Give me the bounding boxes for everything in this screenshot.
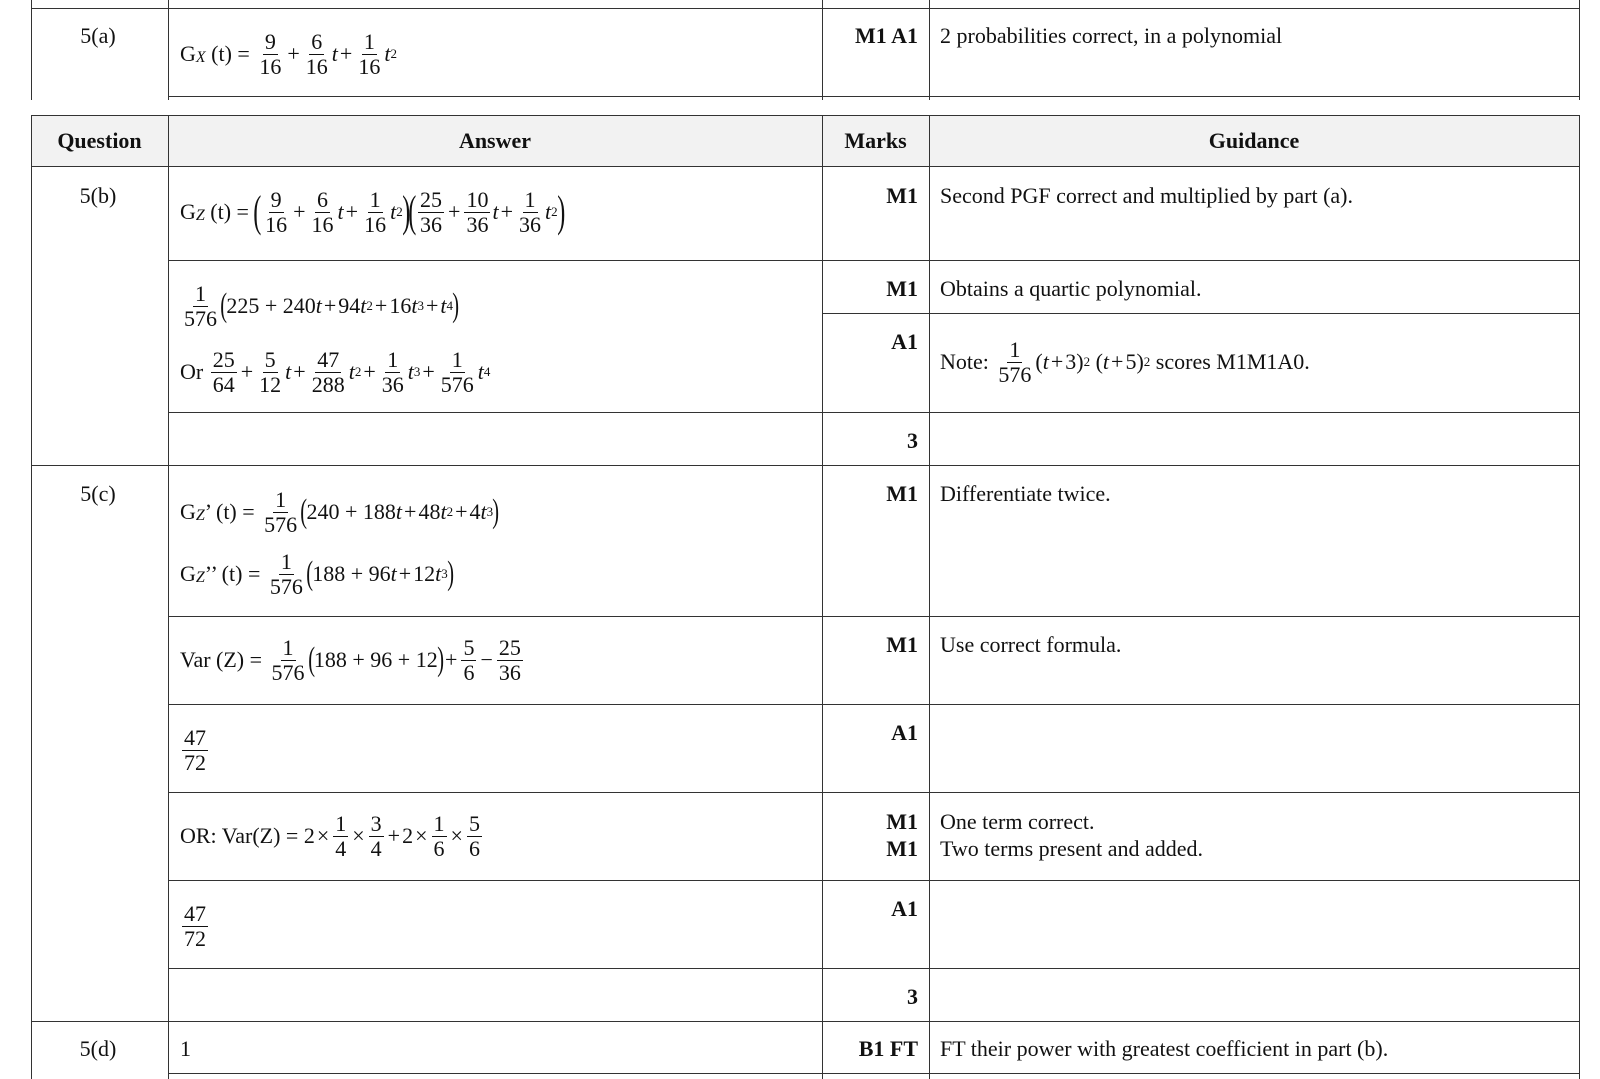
rule bbox=[929, 115, 930, 1079]
rule bbox=[31, 166, 1579, 167]
var-label: Var (Z) = bbox=[180, 647, 263, 672]
denominator: 576 bbox=[264, 511, 298, 537]
guidance-5c-4a: One term correct. bbox=[940, 809, 1095, 834]
gx-arg: (t) = bbox=[211, 41, 250, 66]
marks-5a: M1 A1 bbox=[855, 23, 918, 48]
marks-5c-4a: M1 bbox=[886, 809, 918, 834]
numerator: 1 bbox=[195, 280, 206, 306]
gz-arg: (t) = bbox=[210, 199, 249, 224]
fraction bbox=[182, 280, 219, 331]
note-tail: scores M1M1A0. bbox=[1155, 349, 1310, 374]
fraction bbox=[369, 810, 384, 861]
header-question: Question bbox=[57, 128, 142, 153]
denominator: 4 bbox=[370, 835, 382, 861]
gz-label: G bbox=[180, 561, 196, 586]
rule bbox=[1579, 115, 1580, 1079]
numerator: 47 bbox=[317, 346, 340, 372]
question-5b: 5(b) bbox=[79, 183, 117, 208]
rule bbox=[168, 880, 1579, 881]
denominator: 36 bbox=[381, 371, 404, 397]
fraction bbox=[439, 346, 476, 397]
guidance-5d: FT their power with greatest coefficient in part (b). bbox=[940, 1036, 1389, 1061]
or-var-label: OR: Var(Z) = bbox=[180, 823, 299, 848]
marks-5c-5: A1 bbox=[891, 896, 918, 921]
quartic-constant-terms: 225 + 240 bbox=[226, 293, 316, 318]
denominator: 576 bbox=[184, 305, 217, 331]
numerator: 6 bbox=[317, 186, 329, 212]
fraction bbox=[257, 346, 283, 397]
denominator: 6 bbox=[463, 659, 475, 685]
numerator: 1 bbox=[387, 346, 399, 372]
numerator: 1 bbox=[275, 486, 287, 512]
numerator: 25 bbox=[498, 634, 521, 660]
fraction bbox=[310, 186, 336, 237]
rule bbox=[31, 465, 1579, 466]
denominator: 16 bbox=[311, 211, 334, 237]
total-5b: 3 bbox=[907, 428, 918, 453]
numerator: 1 bbox=[280, 548, 292, 574]
denominator: 72 bbox=[184, 749, 206, 775]
numerator: 1 bbox=[335, 810, 347, 836]
guidance-5a: 2 probabilities correct, in a polynomial bbox=[940, 23, 1283, 48]
fraction bbox=[257, 28, 283, 79]
denominator: 72 bbox=[184, 925, 206, 951]
fraction bbox=[464, 186, 490, 237]
rule bbox=[31, 115, 32, 1079]
rule bbox=[822, 313, 1579, 314]
fraction bbox=[268, 548, 305, 599]
denominator: 64 bbox=[212, 371, 235, 397]
answer-5b-alt: Or $\frac{25}{64}$ + $\frac{5}{12}$ t + $\frac{47}{288}$ t 2 + $\frac{1}{36}$ t 3 + $\frac{1}{576}$ t 4 bbox=[180, 346, 491, 397]
second-derivative-terms: 188 + 96 bbox=[312, 561, 391, 586]
numerator: 25 bbox=[212, 346, 235, 372]
rule bbox=[168, 704, 1579, 705]
denominator: 16 bbox=[259, 53, 282, 79]
marks-5d: B1 FT bbox=[858, 1036, 918, 1061]
fraction bbox=[418, 186, 444, 237]
question-5d: 5(d) bbox=[79, 1036, 117, 1061]
answer-5c-second-derivative: G Z ’’ (t) = $\frac{1}{576}$ ( 188 + 96 t + 12 t 3 ) bbox=[180, 548, 454, 599]
denominator: 36 bbox=[466, 211, 489, 237]
gz-label: G bbox=[180, 499, 196, 524]
numerator: 6 bbox=[311, 28, 323, 54]
denominator: 576 bbox=[998, 361, 1032, 387]
note-label: Note: bbox=[940, 349, 989, 374]
denominator: 16 bbox=[358, 53, 381, 79]
fraction bbox=[304, 28, 330, 79]
answer-5a-pgf: G X (t) = $\frac{9}{16}$ + $\frac{6}{16}$ t + $\frac{1}{16}$ t 2 bbox=[180, 28, 397, 79]
denominator: 576 bbox=[269, 573, 303, 599]
answer-5c-first-derivative: G Z ’ (t) = $\frac{1}{576}$ ( 240 + 188 t + 48 t 2 + 4 t 3 ) bbox=[180, 486, 500, 537]
denominator: 4 bbox=[335, 835, 347, 861]
rule bbox=[31, 8, 1579, 9]
question-5a: 5(a) bbox=[80, 23, 116, 48]
marks-5c-3: A1 bbox=[891, 720, 918, 745]
answer-5c-alt-variance: OR: Var(Z) = 2 × $\frac{1}{4}$ × $\frac{3}{4}$ + 2 × $\frac{1}{6}$ × $\frac{5}{6}$ bbox=[180, 810, 480, 861]
denominator: 16 bbox=[364, 211, 387, 237]
rule bbox=[168, 0, 169, 100]
fraction bbox=[362, 186, 388, 237]
rule bbox=[168, 115, 169, 1079]
fraction bbox=[211, 346, 237, 397]
numerator: 1 bbox=[1009, 336, 1021, 362]
derivative-terms: 240 + 188 bbox=[306, 499, 396, 524]
rule bbox=[31, 0, 32, 100]
marks-5c-4b: M1 bbox=[886, 836, 918, 861]
fraction bbox=[270, 634, 307, 685]
guidance-5b-1: Second PGF correct and multiplied by part (a). bbox=[940, 183, 1354, 208]
rule bbox=[168, 616, 1579, 617]
quartic-coef-t3: 16 bbox=[389, 293, 412, 318]
answer-5c-result-1 bbox=[180, 722, 210, 778]
denominator: 6 bbox=[468, 835, 480, 861]
guidance-5c-2: Use correct formula. bbox=[940, 632, 1122, 657]
marks-5b-2: M1 bbox=[886, 276, 918, 301]
marks-5c-2: M1 bbox=[886, 632, 918, 657]
denominator: 36 bbox=[420, 211, 443, 237]
denominator: 288 bbox=[311, 371, 345, 397]
rule bbox=[168, 968, 1579, 969]
numerator: 5 bbox=[468, 810, 480, 836]
rule bbox=[168, 792, 1579, 793]
denominator: 6 bbox=[433, 835, 445, 861]
numerator: 9 bbox=[264, 28, 276, 54]
header-marks: Marks bbox=[844, 128, 907, 153]
gz-double-prime-arg: ’’ (t) = bbox=[204, 561, 261, 586]
rule bbox=[929, 0, 930, 100]
answer-5b-quartic: $\frac{1}{576}$ ( 225 + 240 t + 94 t 2 + 16 t 3 + t 4 ) bbox=[184, 280, 460, 331]
numerator: 47 bbox=[184, 724, 206, 750]
answer-5c-result-2 bbox=[180, 898, 210, 954]
numerator: 25 bbox=[420, 186, 443, 212]
numerator: 1 bbox=[369, 186, 381, 212]
numerator: 1 bbox=[451, 346, 463, 372]
quartic-coef-t2: 94 bbox=[338, 293, 361, 318]
gz-subscript: Z bbox=[195, 507, 205, 524]
numerator: 47 bbox=[184, 900, 206, 926]
rule bbox=[822, 0, 823, 100]
rule bbox=[168, 412, 1579, 413]
denominator: 36 bbox=[519, 211, 541, 237]
fraction bbox=[432, 810, 447, 861]
guidance-5b-2: Obtains a quartic polynomial. bbox=[940, 276, 1202, 301]
denominator: 576 bbox=[271, 659, 305, 685]
denominator: 16 bbox=[305, 53, 328, 79]
rule bbox=[822, 115, 823, 1079]
fraction bbox=[182, 724, 208, 775]
fraction bbox=[310, 346, 347, 397]
gz-prime-arg: ’ (t) = bbox=[204, 499, 255, 524]
marks-5b-3: A1 bbox=[891, 329, 918, 354]
fraction bbox=[996, 336, 1033, 387]
variance-sum: 188 + 96 + 12 bbox=[313, 647, 438, 672]
fraction bbox=[182, 900, 208, 951]
denominator: 12 bbox=[259, 371, 282, 397]
marks-5c-1: M1 bbox=[886, 481, 918, 506]
numerator: 5 bbox=[264, 346, 276, 372]
question-5c: 5(c) bbox=[80, 481, 116, 506]
numerator: 3 bbox=[370, 810, 382, 836]
rule bbox=[168, 1073, 1579, 1074]
header-guidance: Guidance bbox=[1208, 128, 1300, 153]
or-label: Or bbox=[180, 359, 204, 384]
derivative-coef-t2: 48 bbox=[418, 499, 441, 524]
numerator: 1 bbox=[433, 810, 445, 836]
marks-5b-1: M1 bbox=[886, 183, 918, 208]
numerator: 1 bbox=[363, 28, 375, 54]
rule bbox=[1579, 0, 1580, 100]
fraction bbox=[467, 810, 482, 861]
fraction bbox=[380, 346, 406, 397]
gx-label: G bbox=[180, 41, 196, 66]
numerator: 5 bbox=[463, 634, 475, 660]
numerator: 1 bbox=[524, 186, 536, 212]
guidance-5b-note: Note: $\frac{1}{576}$ ( t + 3) 2 ( t + 5) 2 scores M1M1A0. bbox=[940, 336, 1310, 387]
fraction bbox=[263, 186, 289, 237]
gx-subscript: X bbox=[195, 49, 206, 66]
denominator: 576 bbox=[440, 371, 474, 397]
gz-subscript: Z bbox=[195, 207, 205, 224]
rule bbox=[31, 115, 1579, 116]
fraction bbox=[333, 810, 348, 861]
rule bbox=[168, 260, 1579, 261]
total-5c: 3 bbox=[907, 984, 918, 1009]
numerator: 9 bbox=[270, 186, 282, 212]
rule bbox=[168, 96, 1579, 97]
second-derivative-coef: 12 bbox=[413, 561, 436, 586]
denominator: 16 bbox=[265, 211, 288, 237]
rule bbox=[31, 1021, 1579, 1022]
guidance-5c-1: Differentiate twice. bbox=[940, 481, 1111, 506]
numerator: 1 bbox=[282, 634, 294, 660]
fraction bbox=[517, 186, 543, 237]
answer-5d: 1 bbox=[180, 1036, 191, 1061]
guidance-5c-4b: Two terms present and added. bbox=[940, 836, 1203, 861]
fraction bbox=[262, 486, 299, 537]
numerator: 10 bbox=[466, 186, 489, 212]
fraction bbox=[461, 634, 476, 685]
fraction bbox=[497, 634, 523, 685]
derivative-coef-t3: 4 bbox=[469, 499, 481, 524]
gz-subscript: Z bbox=[195, 569, 205, 586]
answer-5b-product: G Z (t) = ( $\frac{9}{16}$ + $\frac{6}{16}$ t + $\frac{1}{16}$ t 2 ) ( $\frac{25}{36}$ + $\frac{10}{36}$ t + $\frac{1}{36}$ t 2 ) bbox=[180, 186, 565, 237]
fraction bbox=[356, 28, 382, 79]
header-answer: Answer bbox=[458, 128, 532, 153]
answer-5c-variance: Var (Z) = $\frac{1}{576}$ ( 188 + 96 + 12 ) + $\frac{5}{6}$ − $\frac{25}{36}$ bbox=[180, 634, 521, 685]
gz-label: G bbox=[180, 199, 196, 224]
denominator: 36 bbox=[498, 659, 521, 685]
